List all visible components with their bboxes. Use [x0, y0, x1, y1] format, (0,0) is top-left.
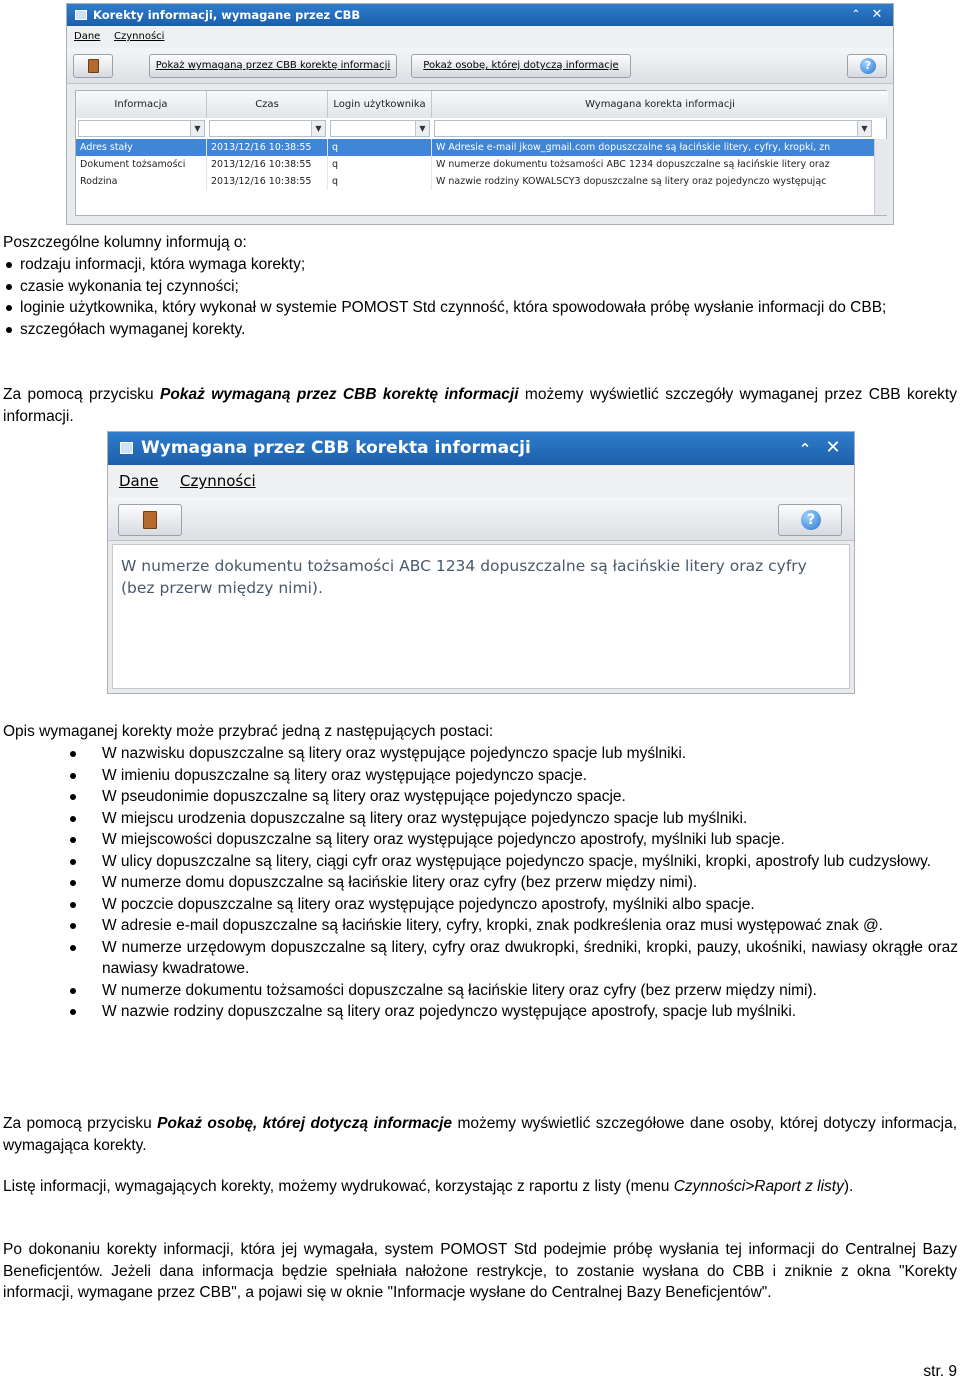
close-icon[interactable]: ✕ — [871, 7, 883, 22]
help-button[interactable] — [847, 54, 887, 78]
correction-text: W numerze dokumentu tożsamości ABC 1234 dopuszczalne są łacińskie litery oraz cyfry (bez przerw między nimi). — [121, 557, 807, 597]
paragraph-report — [3, 1176, 957, 1198]
show-correction-button[interactable]: Pokaż wymaganą przez CBB korektę informacji — [149, 54, 397, 78]
column-list — [3, 254, 957, 340]
filter-czas[interactable] — [209, 120, 326, 137]
cell-korekta: W Adresie e-mail jkow_gmail.com dopuszczalne są łacińskie litery, cyfry, kropki, zn — [436, 142, 831, 153]
cell-informacja: Adres stały — [76, 139, 207, 156]
menu-dane[interactable]: Dane — [74, 31, 101, 42]
help-icon: ? — [801, 510, 821, 530]
menu-bar — [108, 465, 854, 497]
collapse-icon[interactable]: ⌃ — [851, 9, 861, 20]
vertical-scrollbar[interactable] — [874, 139, 887, 215]
cell-informacja: Rodzina — [76, 173, 207, 190]
list-item: W numerze urzędowym dopuszczalne są litery, cyfry oraz dwukropki, średniki, kropki, pauzy, ukośniki, nawiasy okrągłe oraz nawiasy kwadratowe. — [70, 937, 958, 980]
menu-bar — [67, 26, 893, 48]
opis-intro: Opis wymaganej korekty może przybrać jedną z następujących postaci: — [3, 723, 494, 740]
close-icon[interactable]: ✕ — [825, 437, 841, 458]
table-row[interactable] — [76, 139, 874, 156]
cell-czas: 2013/12/16 10:38:55 — [207, 173, 328, 190]
button-reference: Pokaż wymaganą przez CBB korektę informacji — [160, 386, 519, 403]
page-number: str. 9 — [923, 1363, 957, 1380]
cell-informacja: Dokument tożsamości — [76, 156, 207, 173]
exit-button[interactable] — [73, 54, 113, 78]
paragraph-text: Listę informacji, wymagających korekty, możemy wydrukować, korzystając z raportu z listy (menu — [3, 1178, 674, 1195]
menu-czynnosci[interactable]: Czynności — [114, 31, 165, 42]
cell-korekta: W numerze dokumentu tożsamości ABC 1234 dopuszczalne są łacińskie litery oraz — [436, 159, 830, 170]
collapse-icon[interactable]: ⌃ — [798, 440, 812, 458]
help-button[interactable] — [778, 504, 842, 536]
button-reference: Pokaż osobę, której dotyczą informacje — [157, 1115, 452, 1132]
correction-text-area[interactable] — [112, 544, 850, 689]
corrections-grid — [75, 90, 887, 216]
paragraph-text: Za pomocą przycisku — [3, 386, 161, 403]
filter-login[interactable] — [330, 120, 430, 137]
paragraph-show-correction — [3, 384, 957, 427]
list-item: W nazwisku dopuszczalne są litery oraz występujące pojedynczo spacje lub myślniki. — [70, 743, 958, 765]
cell-login: q — [328, 139, 432, 156]
correction-detail-title: Wymagana przez CBB korekta informacji — [141, 438, 531, 458]
correction-detail-window — [107, 431, 855, 694]
correction-forms-list — [70, 743, 958, 1023]
toolbar — [108, 497, 854, 541]
list-item: W numerze domu dopuszczalne są łacińskie litery oraz cyfry (bez przerw między nimi). — [70, 872, 958, 894]
list-item: W adresie e-mail dopuszczalne są łacińskie litery, cyfry, kropki, znak podkreślenia oraz musi występować znak @. — [70, 915, 958, 937]
window-icon — [75, 10, 87, 20]
list-item: W nazwie rodziny dopuszczalne są litery oraz pojedynczo występujące apostrofy, spacje lub myślniki. — [70, 1001, 958, 1023]
toolbar — [67, 48, 893, 84]
list-item: W poczcie dopuszczalne są litery oraz występujące pojedynczo apostrofy, myślniki albo spacje. — [70, 894, 958, 916]
menu-reference: Czynności>Raport z listy — [673, 1178, 844, 1195]
help-icon: ? — [860, 58, 876, 74]
chevron-down-icon[interactable]: ▼ — [311, 121, 325, 136]
intro-text: Poszczególne kolumny informują o: — [3, 234, 247, 251]
paragraph-text: ). — [843, 1178, 854, 1195]
column-header-login[interactable]: Login użytkownika — [328, 91, 432, 118]
correction-detail-titlebar — [108, 432, 854, 465]
show-person-button[interactable]: Pokaż osobę, której dotyczą informacje — [411, 54, 631, 78]
list-item: W imieniu dopuszczalne są litery oraz występujące pojedynczo spacje. — [70, 765, 958, 787]
list-item: W pseudonimie dopuszczalne są litery oraz występujące pojedynczo spacje. — [70, 786, 958, 808]
list-item: W miejscu urodzenia dopuszczalne są litery oraz występujące pojedynczo spacje lub myślniki. — [70, 808, 958, 830]
list-item: szczegółach wymaganej korekty. — [3, 319, 957, 341]
chevron-down-icon[interactable]: ▼ — [857, 121, 871, 136]
list-item: W numerze dokumentu tożsamości dopuszczalne są łacińskie litery oraz cyfry (bez przerw między nimi). — [70, 980, 958, 1002]
table-row[interactable] — [76, 173, 874, 190]
column-header-czas[interactable]: Czas — [207, 91, 328, 118]
menu-czynnosci[interactable]: Czynności — [180, 472, 256, 490]
chevron-down-icon[interactable]: ▼ — [190, 121, 204, 136]
chevron-down-icon[interactable]: ▼ — [415, 121, 429, 136]
paragraph-show-person — [3, 1113, 957, 1156]
corrections-window-titlebar — [67, 4, 893, 26]
door-exit-icon — [143, 511, 157, 529]
filter-korekta[interactable] — [434, 120, 872, 137]
menu-dane[interactable]: Dane — [119, 472, 159, 490]
corrections-window — [66, 3, 894, 225]
list-item: loginie użytkownika, który wykonał w systemie POMOST Std czynność, która spowodowała próbę wysłanie informacji do CBB; — [3, 297, 957, 319]
paragraph-text: Za pomocą przycisku — [3, 1115, 158, 1132]
filter-informacja[interactable] — [78, 120, 205, 137]
cell-login: q — [328, 173, 432, 190]
cell-korekta: W nazwie rodziny KOWALSCY3 dopuszczalne są litery oraz pojedynczo występując — [436, 176, 827, 187]
exit-button[interactable] — [118, 504, 182, 536]
list-item: czasie wykonania tej czynności; — [3, 276, 957, 298]
cell-login: q — [328, 156, 432, 173]
paragraph-after-correction: Po dokonaniu korekty informacji, która jej wymagała, system POMOST Std podejmie próbę wysłania tej informacji do Centralnej Bazy Beneficjentów. Jeżeli dana informacja będzie spełniała nałożone restrykcje, to zostanie wysłana do CBB i zniknie z okna "Korekty informacji, wymagane przez CBB", a pojawi się w oknie "Informacje wysłane do Centralnej Bazy Beneficjentów". — [3, 1241, 957, 1301]
paragraph-text: możemy wyświetlić szczegółowe dane osoby, której dotyczy informacja, wymagająca korekty. — [3, 1115, 958, 1154]
column-header-korekta[interactable]: Wymagana korekta informacji — [432, 91, 888, 118]
window-icon — [120, 442, 133, 454]
table-row[interactable] — [76, 156, 874, 173]
column-header-informacja[interactable]: Informacja — [76, 91, 207, 118]
cell-czas: 2013/12/16 10:38:55 — [207, 156, 328, 173]
list-item: W miejscowości dopuszczalne są litery oraz występujące pojedynczo apostrofy, myślniki lub spacje. — [70, 829, 958, 851]
corrections-window-title: Korekty informacji, wymagane przez CBB — [93, 8, 361, 22]
list-item: W ulicy dopuszczalne są litery, ciągi cyfr oraz występujące pojedynczo spacje, myślniki, kropki, apostrofy lub cudzysłowy. — [70, 851, 958, 873]
list-item: rodzaju informacji, która wymaga korekty; — [3, 254, 957, 276]
paragraph-text: możemy wyświetlić szczegóły wymaganej przez CBB korekty informacji. — [3, 386, 957, 425]
cell-czas: 2013/12/16 10:38:55 — [207, 139, 328, 156]
door-exit-icon — [88, 59, 99, 73]
